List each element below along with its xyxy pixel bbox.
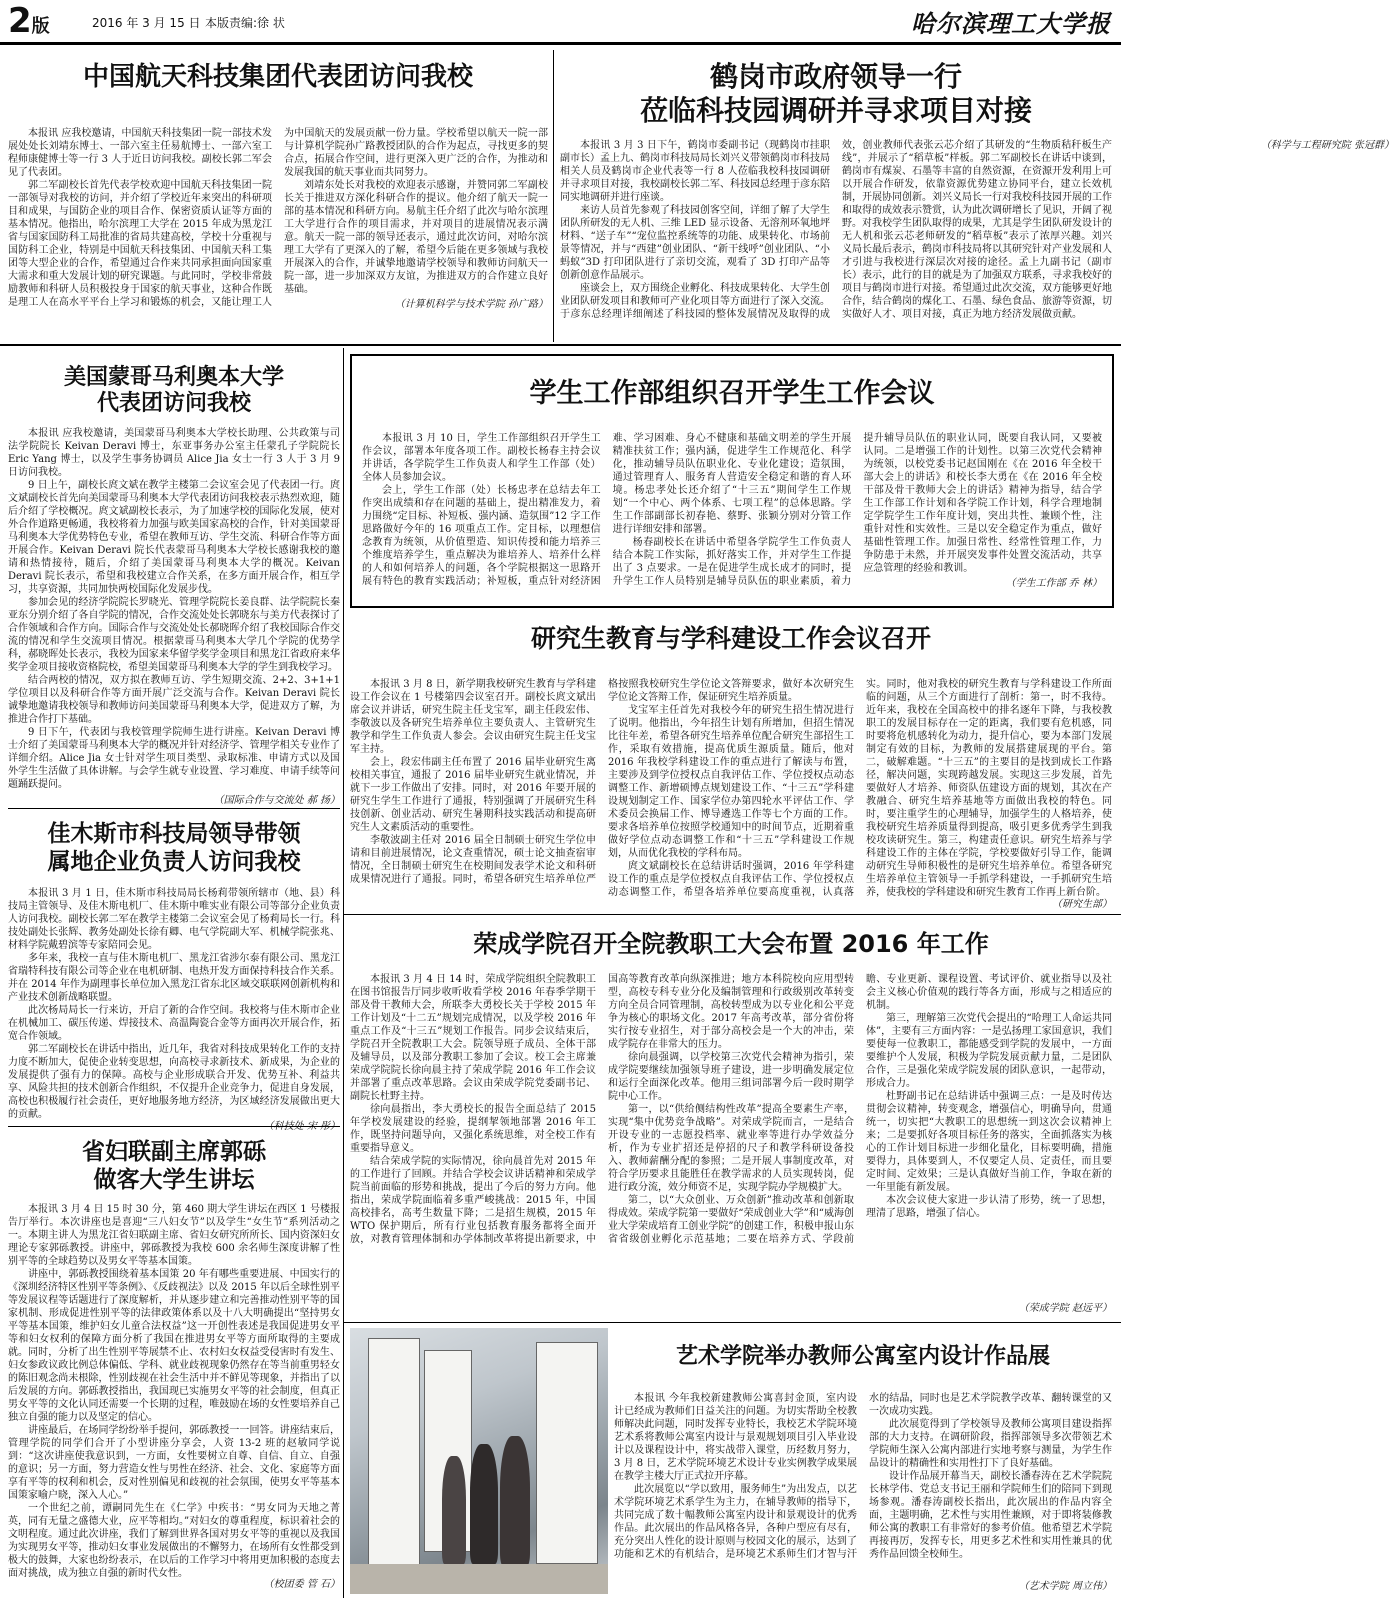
article-title: 学生工作部组织召开学生工作会议 <box>529 378 935 409</box>
article-hegang-visit <box>560 48 1394 342</box>
article-title-line2: 莅临科技园调研并寻求项目对接 <box>639 93 1032 127</box>
article-title-line1: 省妇联副主席郭砾 <box>82 1138 266 1165</box>
article-body: 本报讯 3 月 10 日，学生工作部组织召开学生工作会议，部署本年度各项工作。副校长杨春主持会议并讲话，各学院学生工作负责人和学生工作部（处）全体人员参加会议。 会上，学生工作部（处）长杨忠孝在总结去年工作突出成绩和存在问题的基础上，提出精准发力，着力围绕“定目标、补短板、强内涵、造氛围”12 字工作思路做好今年的 16 项重点工作。定目标，以理想信念教育为统领，从价值塑造、知识传授和能力培养三个维度培养学生，重点解决为谁培养人、培养什么样的人和如何培养人的问题，各个学院根据这一思路开展有特色的教育实践活动；补短板，重点针对经济困难、学习困难、身心不健康和基础文明差的学生开展精准扶贫工作；强内涵，促进学生工作规范化、科学化，推动辅导员队伍职业化、专业化建设；造氛围，通过管理育人、服务育人营造安全稳定和谐的育人环境。杨忠孝处长还介绍了“十三五”期间学生工作规划“一个中心、两个体系、七项工程”的总体思路。学生工作部副部长初春艳、蔡野、张颖分别对分管工作进行详细安排和部署。 杨春副校长在讲话中希望各学院学生工作负责人结合本院工作实际，抓好落实工作，并对学生工作提出了 3 点要求。一是在促进学生成长成才的同时，提升学生工作人员特别是辅导员队伍的职业素质，着力提升辅导员队伍的职业认同，既要自我认同，又要被认同。二是增强工作的计划性。以第三次党代会精神为统领，以校党委书记赵国刚在《在 2016 年全校干部大会上的讲话》和校长李大勇在《在 2016 年全校干部及骨干教师大会上的讲话》精神为指导，结合学生工作部工作计划和各学院工作计划，科学合理地制定学院学生工作年度计划，突出共性、兼顾个性，注重针对性和实效性。三是以安全稳定作为重点，做好基础性管理工作。加强日常性、经常性管理工作，力争防患于未然，并开展突发事件处置交流活动，共享应急管理的经验和教训。 （学生工作部 乔 林） <box>362 433 1102 590</box>
article-graduate-meeting <box>350 612 1112 912</box>
visitor-figure <box>442 1456 466 1564</box>
article-title-line2: 属地企业负责人访问我校 <box>47 847 301 875</box>
article-byline: （国际合作与交流处 郝 扬） <box>213 794 340 806</box>
article-title: 研究生教育与学科建设工作会议召开 <box>530 624 931 653</box>
article-title: 艺术学院举办教师公寓室内设计作品展 <box>675 1344 1050 1369</box>
section-rule <box>344 1322 1121 1323</box>
page-header <box>0 0 1121 44</box>
section-rule <box>344 914 1121 915</box>
article-body: 本报讯 3 月 1 日，佳木斯市科技局局长杨莉带领所辖市（地、县）科技局主管领导、及佳木斯电机厂、佳木斯中唯实业有限公司等部分企业负责人访问我校。副校长郭二军在教学主楼第二会议室会见了杨莉局长一行。科技处副处长张辉、教务处副处长徐有卿、电气学院副大军、机械学院张兆、材料学院戴碧滨等专家陪同会见。 多年来，我校一直与佳木斯电机厂、黑龙江省涉尔泰有限公司、黑龙江省瑞特科技有限公司等企业在电机研制、电热开发方面保持科技合作关系。并在 2014 年作为副理事长单位加入黑龙江省东北区域交联联网创新机构和产业技术创新战略联盟。 此次杨局局长一行来访，开启了新的合作空间。我校将与佳木斯市企业在机械加工、碳压传递、焊接技术、高温陶瓷合金等方面再次开展合作，拓宽合作领域。 郭二军副校长在讲话中指出，近几年，我省对科技成果转化工作的支持力度不断加大，促使企业转变思想，向高校寻求新技术、新成果，为企业的发展提供了强有力的保障。高校与企业形成联合开发、优势互补、利益共享、风险共担的技术创新合作组织，不仅提升企业竞争力，促进自身发展，高校也积极履行社会责任，更好地服务地方经济，为区域经济发展做出更大的贡献。 <box>8 888 340 1121</box>
header-rule <box>0 42 1121 45</box>
visitor-figure <box>500 1436 530 1566</box>
display-board <box>368 1338 420 1570</box>
article-auburn-visit <box>8 350 340 806</box>
article-body: 本报讯 3 月 8 日，新学期我校研究生教育与学科建设工作会议在 1 号楼第四会议室召开。副校长庹文斌出席会议并讲话，研究生院主任戈宝军，副主任段宏伟、李敬波以及各研究生培养单位主要负责人、主管研究生教学和学生工作负责人参会。会议由研究生院主任戈宝军主持。 会上，段宏伟副主任布置了 2016 届毕业研究生离校相关事宜，通报了 2016 届毕业研究生就业情况，并就下一步工作做出了安排。同时，对 2016 年要开展的研究生学生工作进行了通报，特别强调了开展研究生科技创新、创业活动、研究生暑期科技实践活动和提高研究生人文素质活动的重要性。 李敬波副主任对 2016 届全日制硕士研究生学位申请和目前进展情况，论文查重情况，硕士论文抽查宿审情况，全日制硕士研究生在校期间发表学术论文和科研成果情况进行了通报。同时，希望各研究生培养单位严格按照我校研究生学位论文答辩要求，做好本次研究生学位论文答辩工作，保证研究生培养质量。 戈宝军主任首先对我校今年的研究生招生情况进行了说明。他指出，今年招生计划有所增加，但招生情况比往年差，希望各研究生培养单位配合研究生部招生工作，采取有效措施，提高优质生源质量。随后，他对 2016 年我校学科建设工作的重点进行了解读与布置，主要涉及到学位授权点自我评估工作、学位授权点动态调整工作、新增硕博点规划建设工作、“十三五”学科建设规划制定工作、国家学位办第四轮水平评估工作、学术委员会换届工作、博导遴选工作等七个方面的工作。要求各培养单位按照学校通知中的时间节点，近期着重做好学位点动态调整工作和“十三五”学科建设工作规划，从而优化我校的学科布局。 庹文斌副校长在总结讲话时强调，2016 年学科建设工作的重点是学位授权点自我评估工作、学位授权点动态调整工作，希望各培养单位要高度重视，认真落实。同时，他对我校的研究生教育与学科建设工作所面临的问题，从三个方面进行了剖析：第一，时不我待。近年来，我校在全国高校中的排名逐年下降，与我校教职工的发展目标存在一定的距离，我们要有危机感，同时要将危机感转化为动力，提升信心，要为本部门发展制定有效的目标，为教师的发展搭建展现的平台。第二，破解难题。“十三五”的主要目的是找到成长工作路径，解决问题，实现跨越发展。实现这三步发展，首先要做好人才培养、师资队伍建设方面的规划，其次在产教融合、研究生培养基地等方面做出我校的特色。同时，要注重学生的心理辅导，加强学生的人格培养，使我校研究生培养质量得到提高，吸引更多优秀学生到我校攻读研究生。第三，构建责任意识。研究生培养与学科建设工作的主体在学院，学校要做好引导工作，能调动研究生导师积极性的是研究生培养单位。希望各研究生培养单位主管领导一手抓学科建设，一手抓研究生培养，使我校的学科建设和研究生教育工作再上新台阶。 <box>350 679 1112 898</box>
masthead-logo: 哈尔滨理工大学报 <box>911 9 1111 38</box>
article-byline: （科学与工程研究院 张冠群） <box>1260 140 1394 152</box>
visitor-figure <box>470 1444 498 1564</box>
article-title: 荣成学院召开全院教职工大会布置 2016 年工作 <box>473 930 989 958</box>
article-body: 本报讯 应我校邀请，中国航天科技集团一院一部技术发展处处长刘靖东博士、一部六室主任易航博士、一部六室工程师康健博士等一行 3 人于近日访问我校。副校长郭二军会见了代表团。 郭二军副校长首先代表学校欢迎中国航天科技集团一院一部领导对我校的访问，并介绍了学校近年来突出的科研项目和成果，与国防企业的项目合作、保密资质认证等方面的基本情况。他指出，哈尔滨理工大学在 2015 年成为黑龙江省与国家国防科工局批准的省局共建高校，学校十分重视与国防科工企业，特别是中国航天科技集团、中国航天科工集团等大型企业的合作，希望通过合作来共同承担面向国家重大需求和重大发展计划的研究课题。与此同时，学校非常鼓励教师和科研人员积极投身于国家的航天事业，这种合作既是理工人在高水平平台上学习和锻炼的机会，又能让理工人为中国航天的发展贡献一份力量。学校希望以航天一院一部与计算机学院孙广路教授团队的合作为起点，寻找更多的契合点，拓展合作空间，进行更深入更广泛的合作，为推动和发展我国的航天事业而共同努力。 刘靖东处长对我校的欢迎表示感谢，并赞同郭二军副校长关于推进双方深化科研合作的提议。他介绍了航天一院一部的基本情况和科研方向。易航主任介绍了此次与哈尔滨理工大学进行合作的项目需求，并对项目的进展情况表示满意。航天一院一部的领导还表示，通过此次访问，对哈尔滨理工大学有了更深入的了解，希望今后能在更多领域与我校开展深入的合作，并诚挚地邀请学校领导和教师访问航天一院一部，进一步加深双方友谊，为推进双方的合作建立良好基础。 （计算机科学与技术学院 孙广路） <box>8 128 548 311</box>
article-byline: （校团委 管 石） <box>263 1579 340 1591</box>
display-board <box>536 1342 598 1564</box>
article-title-line1: 佳木斯市科技局领导带领 <box>47 820 301 847</box>
issue-date: 2016 年 3 月 15 日 <box>92 16 201 30</box>
article-body: 本报讯 3 月 4 日 15 时 30 分，第 460 期大学生讲坛在西区 1 号楼报告厅举行。本次讲座也是喜迎“三八妇女节”以及学生“女生节”系列活动之一。本期主讲人为黑龙江省妇联副主席、省妇女研究所所长、国内资深妇女理论专家郭砾教授。讲座中，郭砾教授为我校 600 余名师生深度讲解了性别平等的全球趋势以及男女平等基本国策。 讲座中，郭砾教授围绕着基本国策 20 年有哪些重要进展、中国实行的《深圳经济特区性别平等条例》、《反歧视法》以及 2015 年以后全球性别平等发展议程等话题进行了深度解析，并从逐步建立和完善推动性别平等的国家机制、形成促进性别平等的法律政策体系以及十八大明确提出“坚持男女平等基本国策，维护妇女儿童合法权益”这一开创性表述是我国促进男女平等和妇女权利的保障方面分析了我国在推进男女平等方面所取得的主要成就。同时，分析了出生性别平等展禁不止、农村妇女权益受侵害时有发生、妇女参政议政比例总体偏低、学科、就业歧视现象仍然存在等当前重男轻女的陈旧观念尚未根除，性别歧视在社会生活中并不鲜见等现象，并指出了以后发展的方向。郭砾教授指出，我国现已实施男女平等的社会制度，但真正男女平等的文化认同还需要一个长期的过程，唯鼓励在场的女性要培养自己独立自强的能力以及坚定的信心。 讲座最后，在场同学纷纷举手提问，郭砾教授一一回答。讲座结束后，管理学院的同学们合开了小型讲座分享会，人资 13-2 班的赵敏同学说到：“这次讲座使我意识到，一方面，女性要树立自尊、自信、自立、自强的意识；另一方面，努力营造女性与男性在经济、社会、文化、家庭等方面享有平等的权利和机会，反对性别偏见和歧视的社会氛围，使男女平等基本国策家喻户晓，深入人心。” 一个世纪之前，谭嗣同先生在《仁学》中疾书：“男女同为天地之菁英，同有无量之盛德大业，应平等相均。”对妇女的尊重程度，标识着社会的文明程度。通过此次讲座，我们了解到世界各国对男女平等的重视以及我国为实现男女平等，推动妇女事业发展做出的不懈努力，在场所有女性都受到极大的鼓舞，大家也纷纷表示，在以后的工作学习中将用更加积极的态度去面对挑战，成为独立自强的新时代女性。 <box>8 1204 340 1580</box>
article-body: 本报讯 应我校邀请，美国蒙哥马利奥本大学校长助理、公共政策与司法学院院长 Keivan Deravi 博士，东亚事务办公室主任蒙孔子学院院长 Eric Yang 博士，以及学生事务协调员 Alice Jia 女士一行 3 人于 3 月 9 日访问我校。 9 日上午，副校长庹文斌在教学主楼第二会议室会见了代表团一行。庹文斌副校长首先向美国蒙哥马利奥本大学代表团访问我校表示热烈欢迎，随后介绍了学校概况。庹文斌副校长表示，为了加速学校的国际化发展，使对外合作道路更畅通，我校将着力加强与欧美国家高校的合作，针对美国蒙哥马利奥本大学优势特色专业，希望在教师互访、学生交流、科研合作等方面开展合作。Keivan Deravi 院长代表蒙哥马利奥本大学校长感谢我校的邀请和热情接待，随后，介绍了美国蒙哥马利奥本大学的概况。Keivan Deravi 院长表示，希望和我校建立合作关系，在多方面开展合作，相互学习，共享资源，共同加快两校国际化发展步伐。 参加会见的经济学院院长罗晓光、管理学院院长姜良群、法学院院长秦亚东分别介绍了各自学院的情况，合作交流处处长郭晓东与美方代表探讨了合作领域和合作方向。国际合作与交流处处长郝晓晖介绍了我校国际合作交流的情况和学生交流项目情况。根据蒙哥马利奥本大学几个学院的优势学科，郝晓晖处长表示，我校为国家来华留学奖学金项目和黑龙江省政府来华奖学金项目接收资格院校，希望美国蒙哥马利奥本大学的学生到我校学习。 结合两校的情况，双方拟在教师互访、学生短期交流、2+2、3+1+1 学位项目以及科研合作等方面开展广泛交流与合作。Keivan Deravi 院长诚挚地邀请我校领导和教师访问美国蒙哥马利奥本大学，促进双方了解，为推进合作打下基础。 9 日下午，代表团与我校管理学院师生进行讲座。Keivan Deravi 博士介绍了美国蒙哥马利奥本大学的概况并针对经济学、管理学相关专业作了详细介绍。Alice Jia 女士针对学生项目类型、录取标准、申请方式以及国外学生生活做了具体讲解。与会学生就专业设置、学习难度、申请手续等问题踊跃提问。 <box>8 427 340 790</box>
article-byline: （艺术学院 周立伟） <box>1018 1581 1112 1592</box>
article-body: 本报讯 3 月 4 日 14 时，荣成学院组织全院教职工在图书馆报告厅同步收听收看学校 2016 年春季学期干部及骨干教师大会，所联李大勇校长关于学校 2015 年工作计划及“十二五”规划完成情况，以及学校 2016 年重点工作及“十三五”规划工作报告。同步会议结束后，学院召开全院教职工大会。院领导班子成员、全体干部及辅导员，以及部分教职工参加了会议。校工会主席兼荣成学院院长徐向晨主持了荣成学院 2016 年工作会议并部署了重点改革思路。会议由荣成学院党委副书记、副院长杜野主持。 徐向晨指出，李大勇校长的报告全面总结了 2015 年学校发展建设的经验，提纲挈领地部署 2016 年工作，既坚持问题导向，又强化系统思维，对全校工作有重要指导意义。 结合荣成学院的实际情况，徐向晨首先对 2015 年的工作进行了回顾。并结合学校会议讲话精神和荣成学院当前面临的形势和挑战，提出了今后的努力方向。他指出，荣成学院面临着多重严峻挑战：2015 年，中国高校排名，高考生数量下降；二是招生规模，2015 年 WTO 保护期后，所有行业包括教育服务都将全面开放，对教育管理体制和办学体制改革将提出新要求，中国高等教育改革向纵深推进；地方本科院校向应用型转型，高校专科专业分化及编制管理和行政级别改革转变方向全员合同管理制，高校转型成为以专业化和公平竞争为核心的职场文化。2017 年高考改革，部分省份将实行按专业招生，对于部分高校会是一个大的冲击，荣成学院存在非常大的压力。 徐向晨强调，以学校第三次党代会精神为指引，荣成学院要继续加强领导班子建设，进一步明确发展定位和运行全面深化改革。他用三组词部署今后一段时期学院中心工作。 第一，以“供给侧结构性改革”提高全要素生产率，实现“集中优势竞争战略”。对荣成学院而言，一是结合开设专业的一志愿投档率、就业率等进行办学效益分析，作为专业扩招还是停招的尺子和教学科研设备投入、教师薪酬分配的参照；二是开展人事制度改革，对符合学历要求且能胜任在教学需求的人员实现转岗，促进行政分流，效分师资不足，实现学院办学规模扩大。 第二，以“大众创业、万众创新”推动改革和创新取得成效。荣成学院第一要做好“荣成创业大学”和“威海创业大学荣成培育工创业学院”的创建工作，积极申报山东省省级创业孵化示范基地；二要在培养方式、学段前瞻、专业更新、课程设置、考试评价、就业指导以及社会主义核心价值观的践行等各方面，形成与之相适应的机制。 第三，理解第三次党代会提出的“哈理工人命运共同体”，主要有三方面内容：一是弘扬理工家国意识，我们要使每一位教职工，都能感受到学院的发展中，一方面要维护个人发展，积极为学院发展贡献力量，二是团队合作，三是强化荣成学院发展的团队意识，一起带动，形成合力。 杜野副书记在总结讲话中强调三点：一是及时传达贯彻会议精神，转变观念，增强信心，明确导向，贯通统一，切实把“大教职工的思想统一到这次会议精神上来；二是要抓好各项目标任务的落实，全面抓落实为核心的工作计划目标进一步细化量化，目标要明确，措施要得力，具体要到人，不仅要定人员、定责任，而且要定时间、定效果；三是认真做好当前工作，争取在新的一年里能有新发展。 本次会议使大家进一步认清了形势，统一了思想，理清了思路，增强了信心。 <box>350 973 1112 1245</box>
column-divider <box>553 50 554 342</box>
article-title-line1: 美国蒙哥马利奥本大学 <box>63 364 284 390</box>
article-body: 本报讯 3 月 3 日下午，鹤岗市委副书记（现鹤岗市挂职副市长）孟上九、鹤岗市科技局局长刘兴义带领鹤岗市科技局相关人员及鹤岗市企业代表等一行 8 人莅临我校科技园调研并寻求项目对接，我校副校长郭二军、科技园总经理于彦东陪同实地调研并进行座谈。 来访人员首先参观了科技园创客空间，详细了解了大学生团队所研发的无人机、三维 LED 显示设备、无溶剂环氧地坪材料、“送子车”“宠位监控系统等的功能、成果转化、市场前景等情况，并与“西建”创业团队、“新干线呼”创业团队、“小蚂蚁”3D 打印团队进行了亲切交流，观看了 3D 打印产品等创新创意作品展示。 座谈会上，双方围绕企业孵化、科技成果转化、大学生创业团队研发项目和教师可产业化项目等方面进行了深入交流。于彦东总经理详细阐述了科技园的整体发展情况及取得的成效，创业教师代表张云芯介绍了其研发的“生物质秸秆板生产线”，并展示了“稻草板”样板。郭二军副校长在讲话中谈到，鹤岗市有煤炭、石墨等丰富的自然资源，在资源开发利用上可以开展合作研发，依靠资源优势建立协同平台，建立长效机制，开展协同创新。刘兴义局长一行对我校科技园开展的工作和取得的成效表示赞赏，认为此次调研增长了见识，开阔了视野。对我校学生团队取得的成果，尤其是学生团队研发设计的无人机和张云芯老师研发的“稻草板”表示了浓厚兴趣。刘兴义局长最后表示，鹤岗市科技局将以其研究针对产业发展和人才引进与我校进行深层次对接的途径。孟上九副书记（副市长）表示，此行的目的就是为了加强双方联系，寻求我校好的项目与鹤岗市进行对接。希望通过此次交流，双方能够更好地合作，结合鹤岗的煤化工、石墨、绿色食品、旅游等资源，切实做好人才、项目对接，真正为地方经济发展做贡献。 （科学与工程研究院 张冠群） <box>560 140 1394 321</box>
article-title-line2: 做客大学生讲坛 <box>93 1165 255 1193</box>
section-rule <box>0 344 1121 346</box>
article-title: 中国航天科技集团代表团访问我校 <box>82 62 473 92</box>
article-body: 本报讯 今年我校新建教师公寓喜封金顶，室内设计已经成为教师们日益关注的问题。为切实帮助全校教师解决此问题，同时发挥专业特长，我校艺术学院环境艺术系将教师公寓室内设计与景观规划项目引入毕业设计以及课程设计中，将实战带入课堂，历经数月努力，3 月 8 日，艺术学院环境艺术设计专业实例教学成果展在教学主楼大厅正式拉开序幕。 此次展览以“学以致用，服务师生”为出发点，以艺术学院环境艺术系学生为主力，在辅导教师的指导下，共同完成了数十幅教师公寓室内设计和景观设计的优秀作品。此次展出的作品风格各异，各种户型应有尽有，充分突出人性化的设计原则与校园文化的展示，达到了功能和艺术的有机结合，是环境艺术系师生们才智与汗水的结晶，同时也是艺术学院教学改革、翻转课堂的又一次成功实践。 此次展览得到了学校领导及教师公寓项目建设指挥部的大力支持。在调研阶段，指挥部领导多次带领艺术学院师生深入公寓内部进行实地考察与测量，为学生作品设计的精确性和实用性打下了良好基础。 设计作品展开幕当天，副校长潘春涛在艺术学院院长林学伟、党总支书记王丽和学院师生们的陪同下到现场参观。潘春涛副校长指出，此次展出的作品内容全面，主题明确，艺术性与实用性兼顾，对于即将装修教师公寓的教职工有非常好的参考价值。他希望艺术学院再接再厉，发挥专长，用更多艺术性和实用性兼具的优秀作品回馈全校师生。 <box>614 1393 1112 1561</box>
article-space-group-visit <box>8 48 548 338</box>
article-womens-lecture <box>8 1126 340 1598</box>
article-jiamusi-visit <box>8 808 340 1128</box>
floor <box>350 1564 608 1594</box>
article-student-affairs-meeting <box>350 354 1114 608</box>
article-byline: （研究生部） <box>1052 899 1112 910</box>
article-rongcheng-meeting <box>350 920 1112 1320</box>
exhibition-photo <box>350 1328 608 1594</box>
article-art-exhibition <box>614 1328 1112 1594</box>
column-divider <box>343 348 344 1598</box>
article-byline: （荣成学院 赵远平） <box>1018 1303 1112 1314</box>
article-byline: （计算机科学与技术学院 孙广路） <box>394 299 548 311</box>
article-title-line2: 代表团访问我校 <box>96 390 251 417</box>
page-number: 2版 <box>8 1 50 41</box>
article-byline: （学生工作部 乔 林） <box>1005 578 1102 590</box>
article-title-line1: 鹤岗市政府领导一行 <box>709 60 962 93</box>
page-editor: 本版责编:徐 状 <box>205 16 285 30</box>
